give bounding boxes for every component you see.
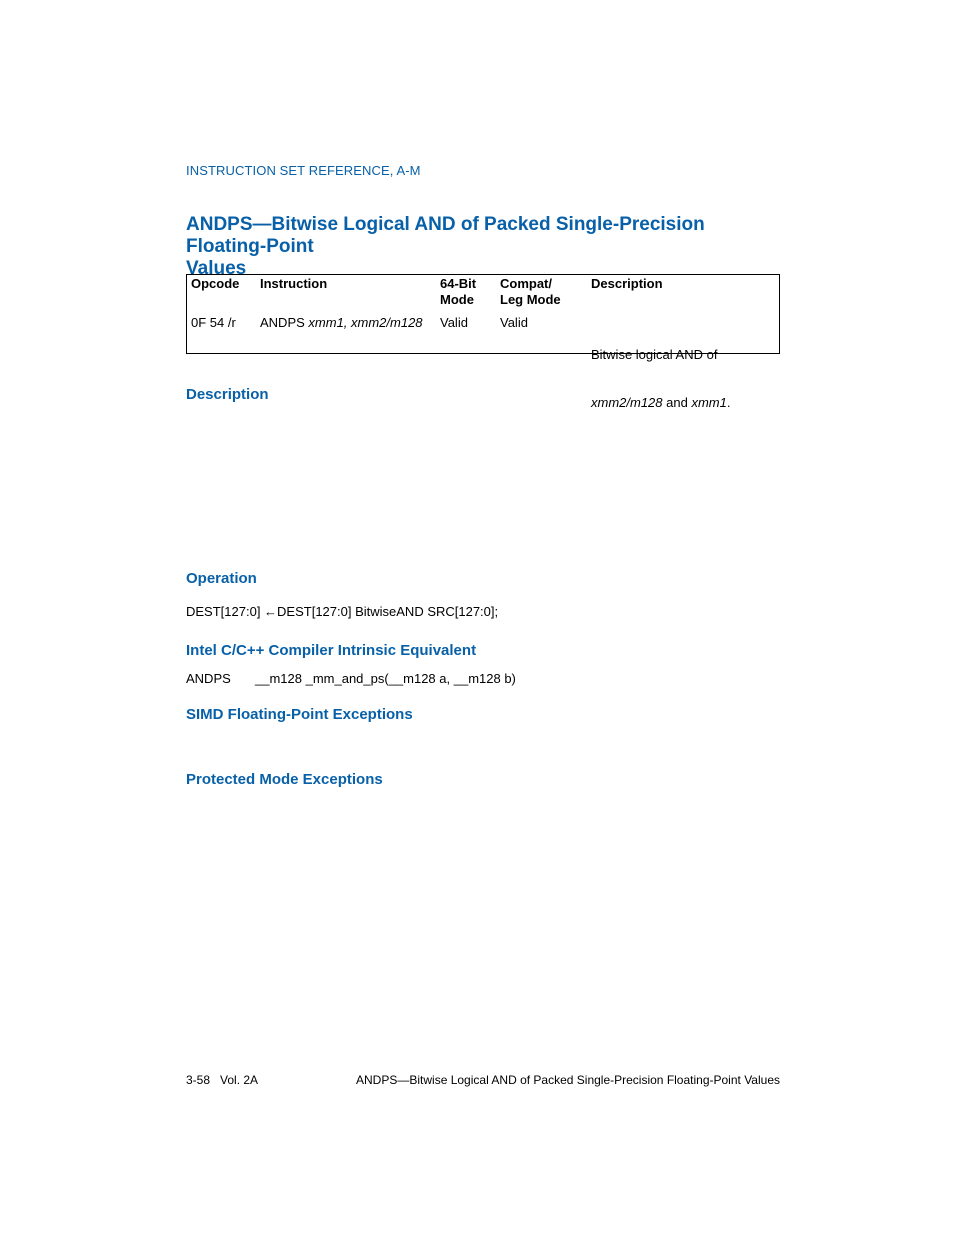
row-compat-mode: Valid bbox=[500, 315, 528, 330]
header-64bit-mode bbox=[440, 276, 476, 308]
row-opcode: 0F 54 /r bbox=[191, 315, 236, 330]
header-compat-line1: Compat/ bbox=[500, 276, 552, 291]
section-heading-operation: Operation bbox=[186, 570, 257, 587]
header-opcode: Opcode bbox=[191, 276, 240, 291]
row-instruction-operands: xmm1, xmm2/m128 bbox=[308, 315, 423, 330]
footer-page-ref: 3-58 Vol. 2A bbox=[186, 1073, 259, 1087]
header-64bit-line1: 64-Bit bbox=[440, 276, 477, 291]
operation-text: DEST[127:0] ←DEST[127:0] BitwiseAND SRC[127:0]; bbox=[186, 604, 499, 619]
section-heading-simd-exceptions: SIMD Floating-Point Exceptions bbox=[186, 706, 413, 723]
header-compat-line2: Leg Mode bbox=[500, 292, 561, 307]
header-64bit-line2: Mode bbox=[440, 292, 474, 307]
row-64bit-mode: Valid bbox=[440, 315, 468, 330]
row-description-line1: Bitwise logical AND of bbox=[591, 347, 718, 362]
footer-title: ANDPS—Bitwise Logical AND of Packed Single-Precision Floating-Point Values bbox=[356, 1073, 780, 1087]
running-header: INSTRUCTION SET REFERENCE, A-M bbox=[186, 163, 421, 178]
header-description: Description bbox=[591, 276, 663, 291]
row-description bbox=[591, 315, 730, 443]
page-title-line-1: ANDPS—Bitwise Logical AND of Packed Single-Precision Floating-Point bbox=[186, 214, 705, 257]
section-heading-intrinsic: Intel C/C++ Compiler Intrinsic Equivalent bbox=[186, 642, 477, 659]
desc-and: and bbox=[662, 395, 692, 410]
page-title bbox=[186, 214, 786, 280]
header-compat-mode bbox=[500, 276, 561, 308]
section-heading-description: Description bbox=[186, 386, 269, 403]
header-instruction: Instruction bbox=[260, 276, 328, 291]
desc-operand-1: xmm2/m128 bbox=[591, 395, 663, 410]
row-instruction bbox=[260, 315, 423, 331]
desc-period: . bbox=[726, 395, 731, 410]
row-description-line2 bbox=[591, 395, 730, 411]
opcode-table bbox=[186, 274, 780, 410]
desc-operand-2: xmm1 bbox=[691, 395, 727, 410]
row-instruction-mnemonic: ANDPS bbox=[260, 315, 309, 330]
intrinsic-signature: __m128 _mm_and_ps(__m128 a, __m128 b) bbox=[255, 671, 516, 686]
page-title-line-2: Values bbox=[186, 258, 247, 279]
intrinsic-name: ANDPS bbox=[186, 671, 231, 686]
section-heading-protected-mode: Protected Mode Exceptions bbox=[186, 771, 383, 788]
